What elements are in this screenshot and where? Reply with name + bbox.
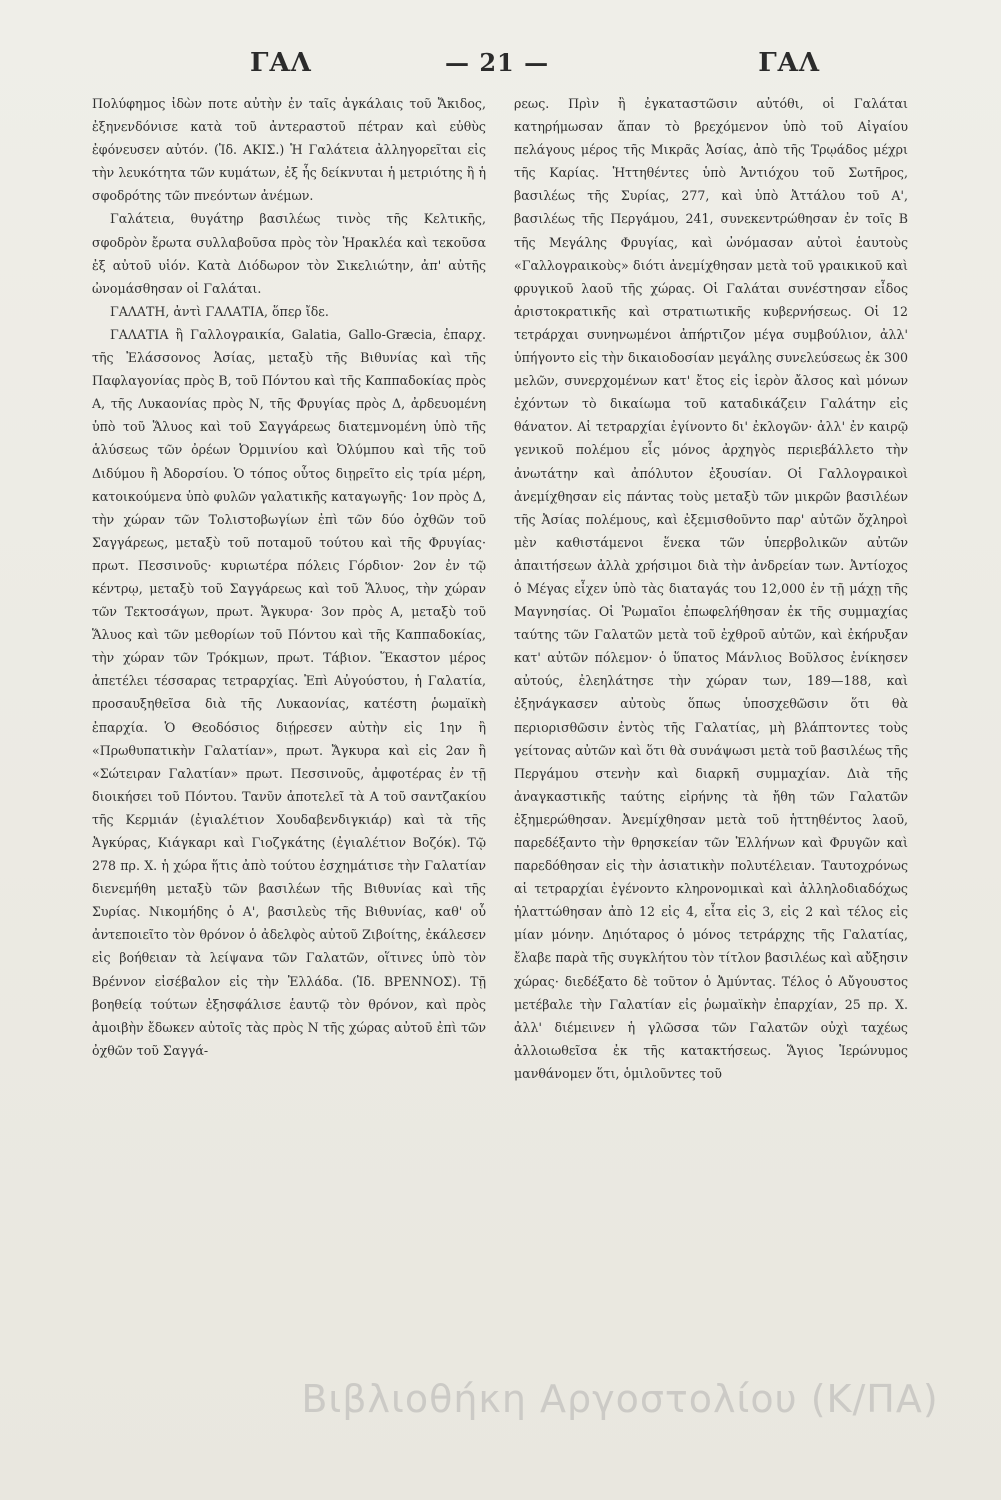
paragraph-galateia-celtic: Γαλάτεια, θυγάτηρ βασιλέως τινὸς τῆς Κελτικῆς, σφοδρὸν ἔρωτα συλλαβοῦσα πρὸς τὸν Ἡρακλέα καὶ τεκοῦσα ἐξ αὐτοῦ υἱόν. Κατὰ Διόδωρον τὸν Σικελιώτην, ἀπ' αὐτῆς ὠνομάσθησαν οἱ Γαλάται. <box>92 211 486 296</box>
right-column <box>514 92 908 1085</box>
left-column <box>92 92 486 1062</box>
paragraph-galatia-continued: ρεως. Πρὶν ἢ ἐγκαταστῶσιν αὐτόθι, οἱ Γαλάται κατηρήμωσαν ἅπαν τὸ βρεχόμενον ὑπὸ τοῦ Αἰγαίου πελάγους μέρος τῆς Μικρᾶς Ἀσίας, ἀπὸ τῆς Τρῳάδος μέχρι τῆς Καρίας. Ἡττηθέντες ὑπὸ Ἀντιόχου τοῦ Σωτῆρος, βασιλέως τῆς Συρίας, 277, καὶ ὑπὸ Ἀττάλου τοῦ Α', βασιλέως τῆς Περγάμου, 241, συνεκεντρώθησαν ἐν τοῖς Β τῆς Μεγάλης Φρυγίας, καὶ ὠνόμασαν αὐτοὶ ἑαυτοὺς «Γαλλογραικοὺς» διότι ἀνεμίχθησαν μετὰ τοῦ γραικικοῦ καὶ φρυγικοῦ λαοῦ τῆς χώρας. Οἱ Γαλάται συνέστησαν εἶδος ἀριστοκρατικῆς καὶ στρατιωτικῆς κυβερνήσεως. Οἱ 12 τετράρχαι συνηνωμένοι ἀπήρτιζον μέγα συμβούλιον, ἀλλ' ὑπήγοντο εἰς τὴν δικαιοδοσίαν μεγάλης συνελεύσεως ἐκ 300 μελῶν, συνερχομένων κατ' ἔτος εἰς ἱερὸν ἄλσος καὶ μόνων ἐχόντων τὸ δικαίωμα τοῦ καταδικάζειν Γαλάτην εἰς θάνατον. Αἱ τετραρχίαι ἐγίνοντο δι' ἐκλογῶν· ἀλλ' ἐν καιρῷ γενικοῦ πολέμου εἷς μόνος ἀρχηγὸς περιεβάλλετο τὴν ἀνωτάτην καὶ ἀπόλυτον ἐξουσίαν. Οἱ Γαλλογραικοὶ ἀνεμίχθησαν εἰς πάντας τοὺς μεταξὺ τῶν μικρῶν βασιλέων τῆς Ἀσίας πολέμους, καὶ ἐξεμισθοῦντο παρ' αὐτῶν ὄχληροὶ μὲν καθιστάμενοι ἕνεκα τῶν ὑπερβολικῶν αὐτῶν ἀπαιτήσεων ἀλλὰ χρήσιμοι διὰ τὴν ἀνδρείαν των. Ἀντίοχος ὁ Μέγας εἶχεν ὑπὸ τὰς διαταγάς του 12,000 ἐν τῇ μάχῃ τῆς Μαγνησίας. Οἱ Ῥωμαῖοι ἐπωφελήθησαν ἐκ τῆς συμμαχίας ταύτης τῶν Γαλατῶν μετὰ τοῦ ἐχθροῦ αὐτῶν, καὶ ἐκήρυξαν κατ' αὐτῶν πόλεμον· ὁ ὕπατος Μάνλιος Βοῦλσος ἐνίκησεν αὐτούς, ἐλεηλάτησε τὴν χώραν των, 189—188, καὶ ἐξηνάγκασεν αὐτοὺς ὅπως ὑποσχεθῶσιν ὅτι θὰ περιορισθῶσιν ἐντὸς τῆς Γαλατίας, μὴ βλάπτοντες τοὺς γείτονας αὐτῶν καὶ ὅτι θὰ συνάψωσι μετὰ τοῦ βασιλέως τῆς Περγάμου στενὴν καὶ διαρκῆ συμμαχίαν. Διὰ τῆς ἀναγκαστικῆς ταύτης εἰρήνης τὰ ἤθη τῶν Γαλατῶν ἐξημερώθησαν. Ἀνεμίχθησαν μετὰ τοῦ ἡττηθέντος λαοῦ, παρεδέξαντο τὴν θρησκείαν τῶν Ἑλλήνων καὶ Φρυγῶν καὶ παρεδόθησαν εἰς τὴν ἀσιατικὴν πολυτέλειαν. Ταυτοχρόνως αἱ τετραρχίαι ἐγένοντο κληρονομικαὶ καὶ ἀλληλοδιαδόχως ἠλαττώθησαν ἀπὸ 12 εἰς 4, εἶτα εἰς 3, εἰς 2 καὶ τέλος εἰς μίαν μόνην. Δηιόταρος ὁ μόνος τετράρχης τῆς Γαλατίας, ἔλαβε παρὰ τῆς συγκλήτου τὸν τίτλον βασιλέως καὶ αὔξησιν χώρας· διεδέξατο δὲ τοῦτον ὁ Ἀμύντας. Τέλος ὁ Αὔγουστος μετέβαλε τὴν Γαλατίαν εἰς ῥωμαϊκὴν ἐπαρχίαν, 25 πρ. Χ. ἀλλ' διέμεινεν ἡ γλῶσσα τῶν Γαλατῶν οὐχὶ ταχέως ἀλλοιωθεῖσα ἐκ τῆς κατακτήσεως. Ἅγιος Ἱερώνυμος μανθάνομεν ὅτι, ὁμιλοῦντες τοῦ <box>514 96 908 1081</box>
library-watermark: Βιβλιοθήκη Αργοστολίου (Κ/ΠΑ) <box>301 1377 939 1421</box>
paragraph-galatia: ΓΑΛΑΤΙΑ ἢ Γαλλογραικία, Galatia, Gallo-Græcia, ἐπαρχ. τῆς Ἐλάσσονος Ἀσίας, μεταξὺ τῆς Βιθυνίας καὶ τῆς Παφλαγονίας πρὸς Β, τοῦ Πόντου καὶ τῆς Καππαδοκίας πρὸς Α, τῆς Λυκαονίας πρὸς Ν, τῆς Φρυγίας πρὸς Δ, ἀρδευομένη ὑπὸ τοῦ Ἅλυος καὶ τοῦ Σαγγάρεως διατεμνομένη ὑπὸ τῆς ἁλύσεως τῶν ὀρέων Ὀρμινίου καὶ Ὀλύμπου καὶ τῆς τοῦ Διδύμου ἢ Ἀδορσίου. Ὁ τόπος οὗτος διῃρεῖτο εἰς τρία μέρη, κατοικούμενα ὑπὸ φυλῶν γαλατικῆς καταγωγῆς· 1ον πρὸς Δ, τὴν χώραν τῶν Τολιστοβωγίων ἐπὶ τῶν δύο ὀχθῶν τοῦ Σαγγάρεως, μεταξὺ τοῦ ποταμοῦ τούτου καὶ τῆς Φρυγίας· πρωτ. Πεσσινοῦς· κυριωτέρα πόλεις Γόρδιον· 2ον ἐν τῷ κέντρῳ, μεταξὺ τοῦ Σαγγάρεως καὶ τοῦ Ἅλυος, τὴν χώραν τῶν Τεκτοσάγων, πρωτ. Ἄγκυρα· 3ον πρὸς Α, μεταξὺ τοῦ Ἅλυος καὶ τῶν μεθορίων τοῦ Πόντου καὶ τῆς Καππαδοκίας, τὴν χώραν τῶν Τρόκμων, πρωτ. Τάβιον. Ἕκαστον μέρος ἀπετέλει τέσσαρας τετραρχίας. Ἐπὶ Αὐγούστου, ἡ Γαλατία, προσαυξηθεῖσα διὰ τῆς Λυκαονίας, κατέστη ῥωμαϊκὴ ἐπαρχία. Ὁ Θεοδόσιος διῄρεσεν αὐτὴν εἰς 1ην ἢ «Πρωθυπατικὴν Γαλατίαν», πρωτ. Ἄγκυρα καὶ εἰς 2αν ἢ «Σώτειραν Γαλατίαν» πρωτ. Πεσσινοῦς, ἀμφοτέρας ἐν τῇ διοικήσει τοῦ Πόντου. Τανῦν ἀποτελεῖ τὰ Α τοῦ σαντζακίου τῆς Κερμιάν (ἐγιαλέτιον Χουδαβενδιγκιάρ) καὶ τὰ τῆς Ἀγκύρας, Κιάγκαρι καὶ Γιοζγκάτης (ἐγιαλέτιον Βοζόκ). Τῷ 278 πρ. Χ. ἡ χώρα ἥτις ἀπὸ τούτου ἐσχημάτισε τὴν Γαλατίαν διενεμήθη μεταξὺ τῶν βασιλέων τῆς Βιθυνίας καὶ τῆς Συρίας. Νικομήδης ὁ Α', βασιλεὺς τῆς Βιθυνίας, καθ' οὗ ἀντεποιεῖτο τὸν θρόνον ὁ ἀδελφὸς αὐτοῦ Ζιβοίτης, ἐκάλεσεν εἰς βοήθειαν τὰ λείψανα τῶν Γαλατῶν, οἵτινες ὑπὸ τὸν Βρέννον εἰσέβαλον εἰς τὴν Ἑλλάδα. (Ἰδ. ΒΡΕΝΝΟΣ). Τῇ βοηθείᾳ τούτων ἐξησφάλισε ἑαυτῷ τὸν θρόνον, καὶ πρὸς ἀμοιβὴν ἔδωκεν αὐτοῖς τὰς πρὸς Ν τῆς χώρας αὐτοῦ ἐπὶ τῶν ὀχθῶν τοῦ Σαγγά- <box>92 326 486 1058</box>
paragraph-galate: ΓΑΛΑΤΗ, ἀντὶ ΓΑΛΑΤΙΑ, ὅπερ ἴδε. <box>110 303 329 319</box>
page-header <box>90 48 910 98</box>
header-right-word: ΓΑΛ <box>758 48 820 78</box>
page-number: — 21 — <box>445 48 550 77</box>
paragraph-galateia-allegory: Πολύφημος ἰδὼν ποτε αὐτὴν ἐν ταῖς ἀγκάλαις τοῦ Ἄκιδος, ἐξηνενδόνισε κατὰ τοῦ ἀντεραστοῦ πέτραν καὶ εὐθὺς ἐφόνευσεν αὐτόν. (Ἰδ. ΑΚΙΣ.) Ἡ Γαλάτεια ἀλληγορεῖται εἰς τὴν λευκότητα τῶν κυμάτων, ἐξ ἧς δείκνυται ἡ μετριότης ἢ ἡ σφοδρότης τῶν πνεόντων ἀνέμων. <box>92 96 486 204</box>
header-left-word: ΓΑΛ <box>250 48 312 78</box>
